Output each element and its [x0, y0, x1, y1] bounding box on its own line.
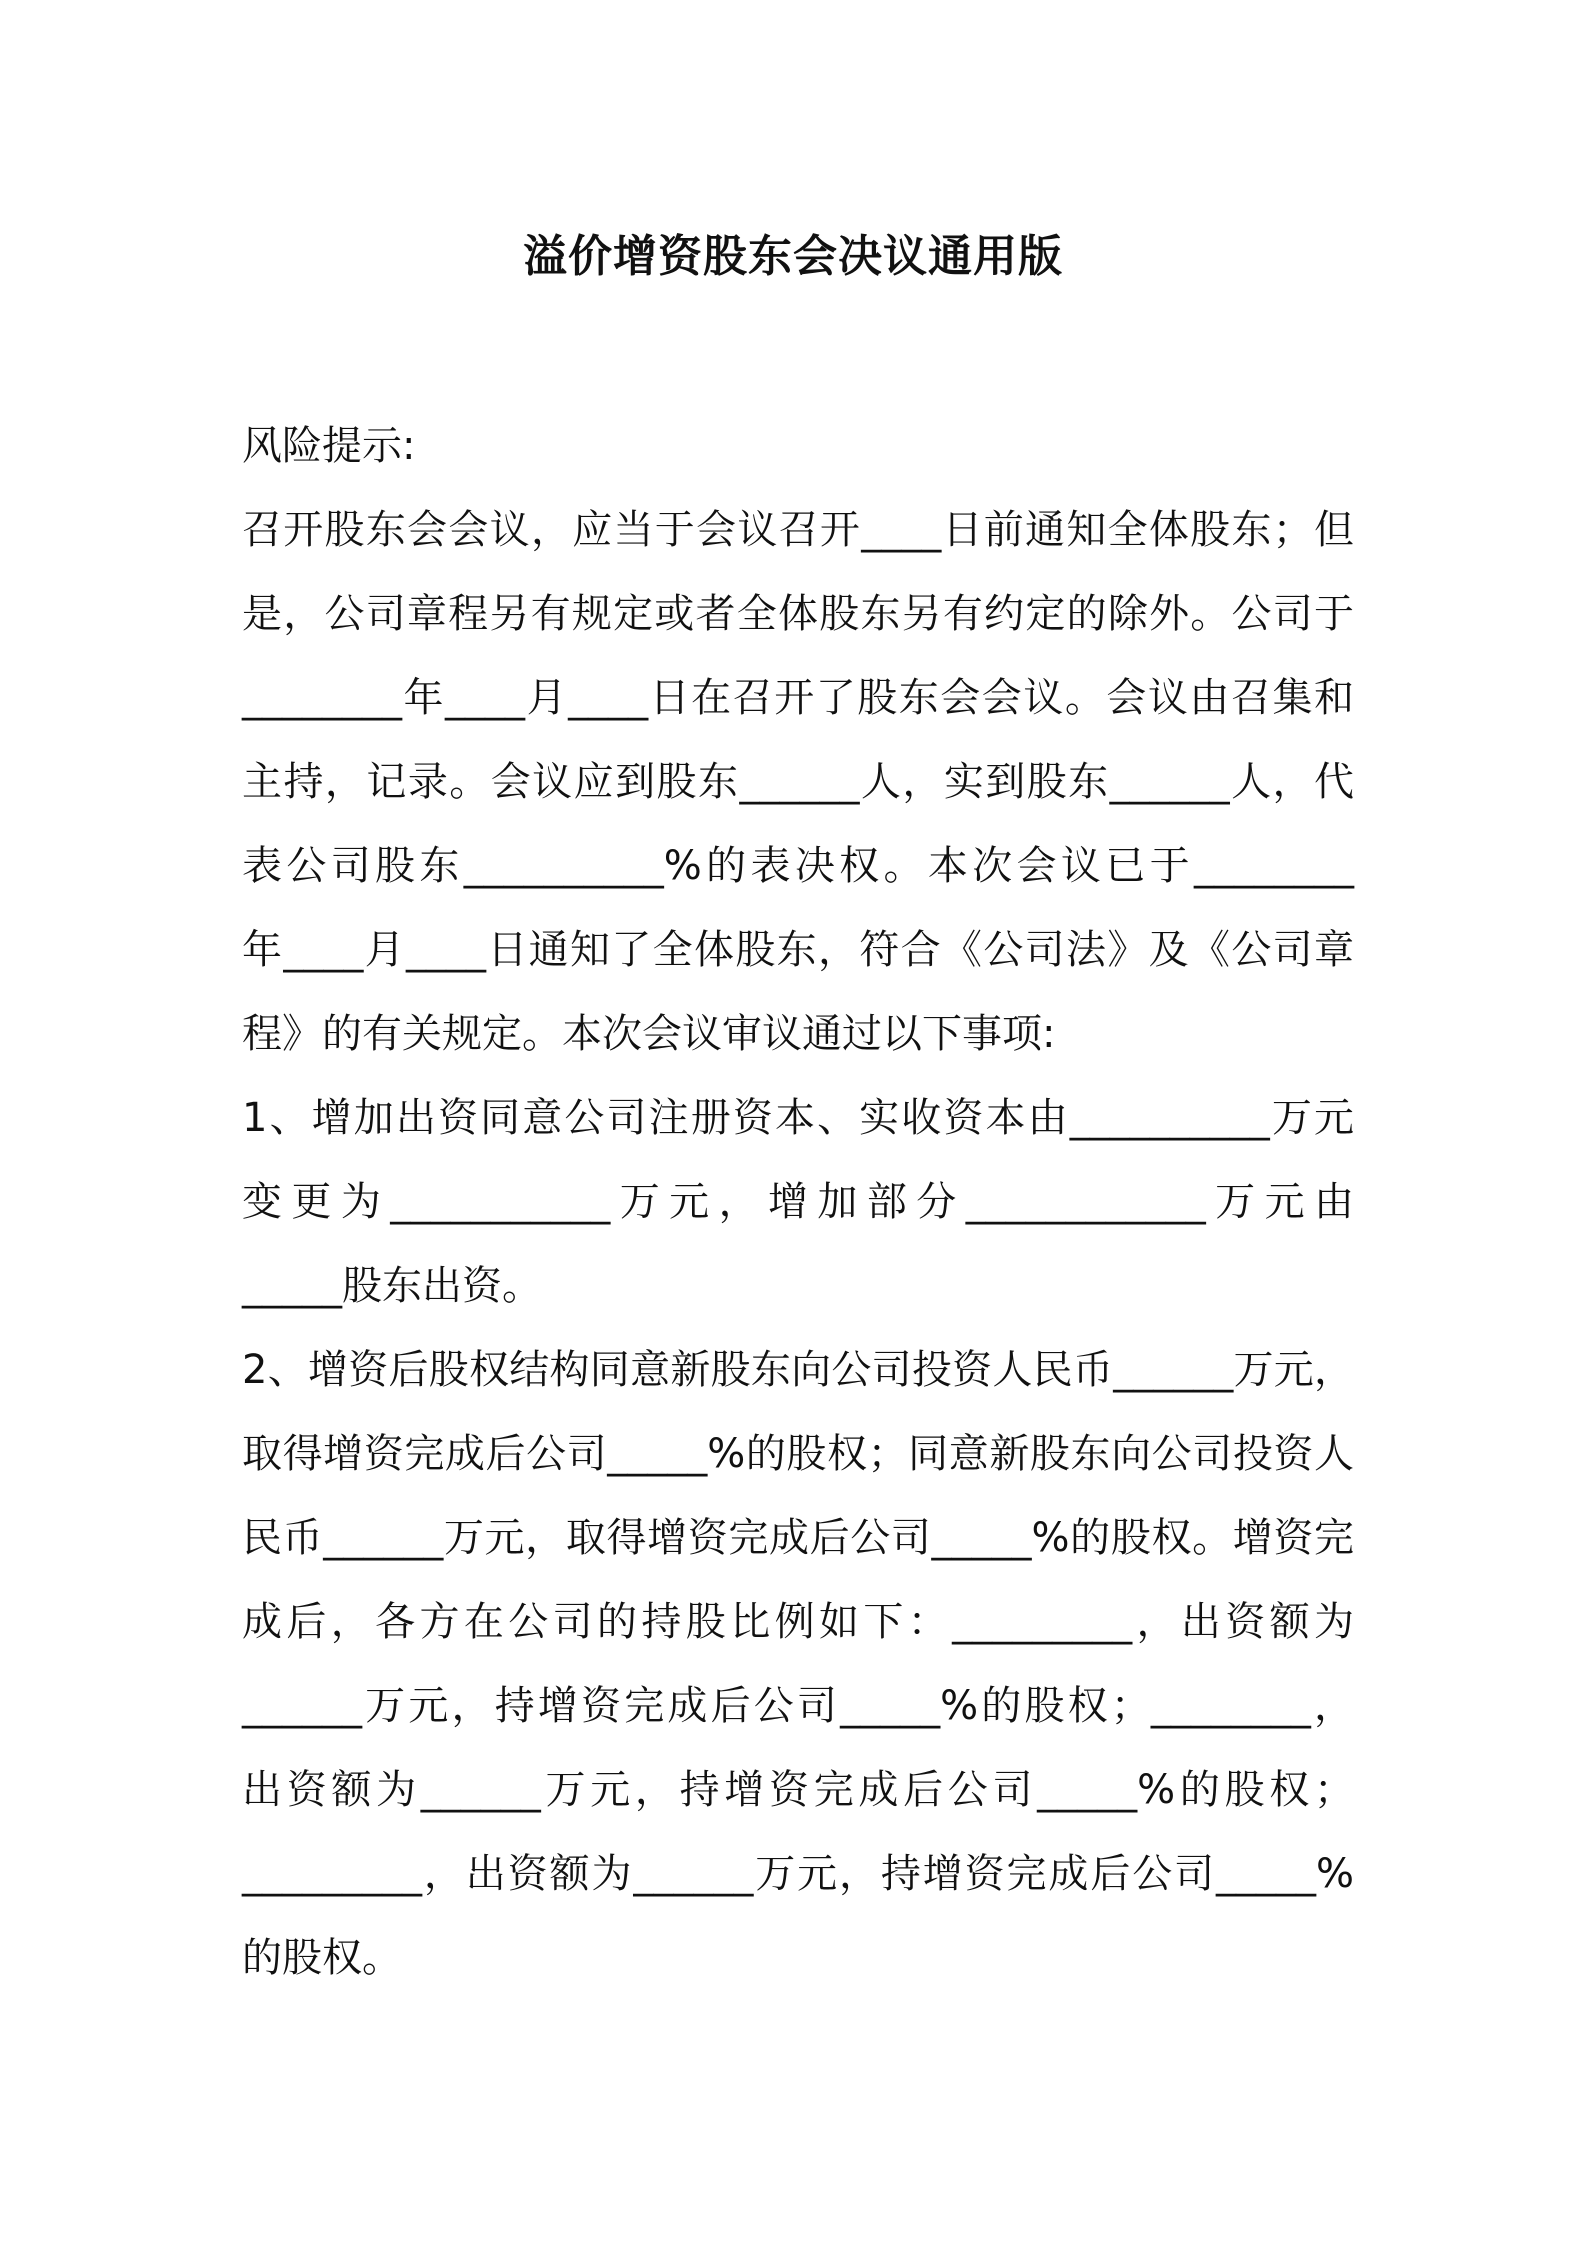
text-line: ______万元，持增资完成后公司_____%的股权；________，	[242, 1683, 1354, 1729]
text-line: _____股东出资。	[242, 1263, 542, 1309]
text-line: 取得增资完成后公司_____%的股权；同意新股东向公司投资人	[242, 1431, 1354, 1477]
text-line: ________年____月____日在召开了股东会会议。会议由召集和	[242, 675, 1354, 721]
text-line: 2、增资后股权结构同意新股东向公司投资人民币______万元，	[242, 1347, 1354, 1393]
text-line: 表公司股东__________%的表决权。本次会议已于________	[242, 843, 1354, 889]
text-line: 1、增加出资同意公司注册资本、实收资本由__________万元	[242, 1095, 1354, 1141]
text-line: 出资额为______万元，持增资完成后公司_____%的股权；	[242, 1767, 1354, 1813]
text-line: 主持，记录。会议应到股东______人，实到股东______人，代	[242, 759, 1354, 805]
text-line: 程》的有关规定。本次会议审议通过以下事项:	[242, 1011, 1056, 1057]
text-line: 成后，各方在公司的持股比例如下：_________，出资额为	[242, 1599, 1354, 1645]
document-body	[242, 404, 1354, 2000]
text-line: 变更为___________万元，增加部分____________万元由	[242, 1179, 1354, 1225]
text-line: _________，出资额为______万元，持增资完成后公司_____%	[242, 1851, 1354, 1897]
text-line: 是，公司章程另有规定或者全体股东另有约定的除外。公司于	[242, 591, 1354, 637]
risk-heading: 风险提示:	[242, 423, 416, 469]
paragraph-meeting-notice	[242, 488, 1354, 1076]
document-title: 溢价增资股东会决议通用版	[523, 231, 1063, 282]
text-line: 民币______万元，取得增资完成后公司_____%的股权。增资完	[242, 1515, 1354, 1561]
paragraph-item-1	[242, 1076, 1354, 1328]
paragraph-item-2	[242, 1328, 1354, 2000]
text-line: 年____月____日通知了全体股东，符合《公司法》及《公司章	[242, 927, 1354, 973]
text-line: 召开股东会会议，应当于会议召开____日前通知全体股东；但	[242, 507, 1354, 553]
text-line: 的股权。	[242, 1935, 402, 1981]
